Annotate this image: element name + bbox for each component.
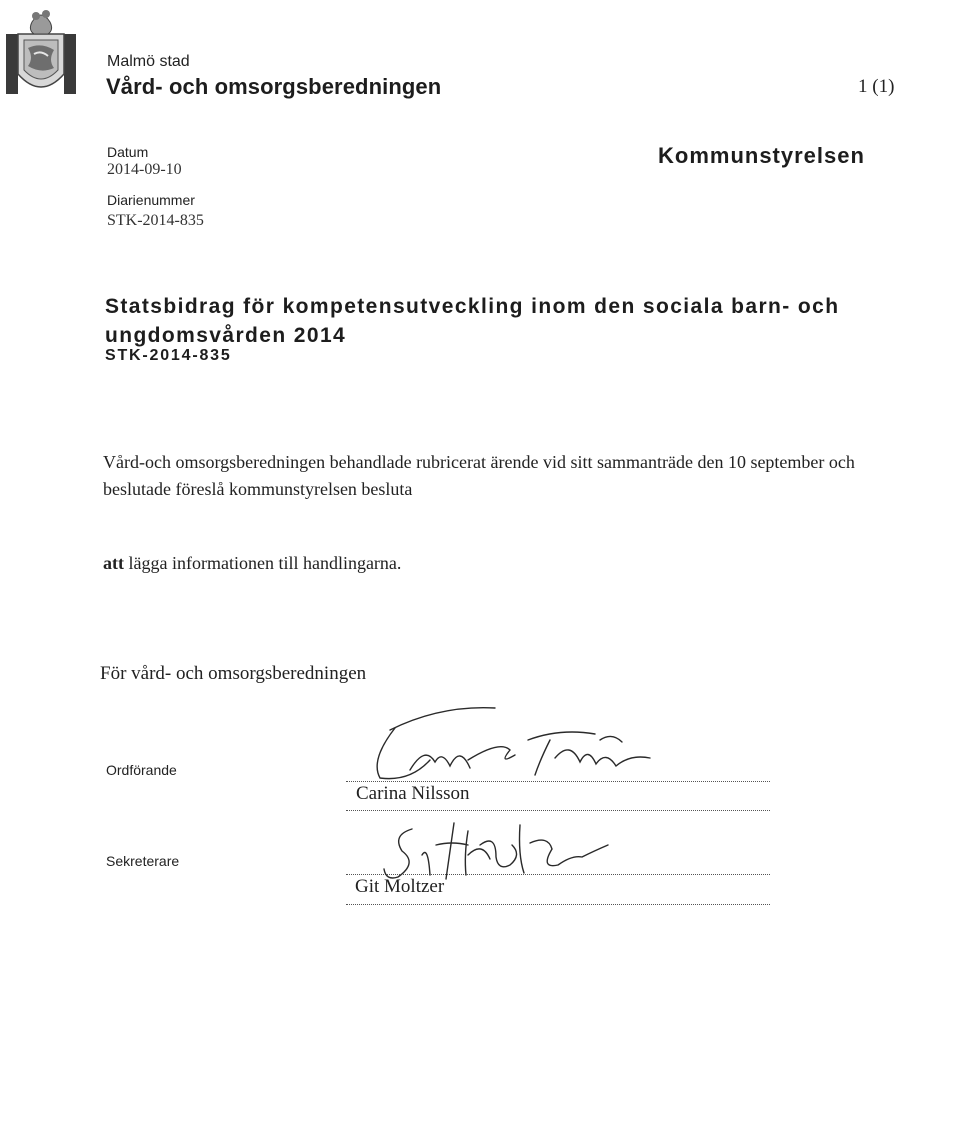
decision-keyword: att <box>103 553 124 573</box>
signature-intro: För vård- och omsorgsberedningen <box>100 663 367 684</box>
decision-text: lägga informationen till handlingarna. <box>124 553 402 573</box>
date-label: Datum <box>107 144 149 160</box>
secretary-name: Git Moltzer <box>355 876 445 897</box>
decision-line <box>103 553 401 574</box>
malmo-coat-of-arms-icon <box>4 4 78 96</box>
body-paragraph: Vård-och omsorgsberedningen behandlade rubricerat ärende vid sitt sammanträde den 10 september och beslutade föreslå kommunstyrelsen besluta <box>103 452 855 499</box>
document-title: Statsbidrag för kompetensutveckling inom den sociala barn- och ungdomsvården 2014 <box>105 295 840 347</box>
secretary-handwritten-signature <box>372 815 632 887</box>
secretary-role-label: Sekreterare <box>106 853 180 869</box>
diarienummer-value: STK-2014-835 <box>107 212 204 229</box>
committee-name: Vård- och omsorgsberedningen <box>106 74 442 99</box>
page-number: 1 (1) <box>858 76 895 97</box>
date-value: 2014-09-10 <box>107 161 182 178</box>
organization-name: Malmö stad <box>107 53 190 70</box>
recipient: Kommunstyrelsen <box>658 143 865 168</box>
reference-number: STK-2014-835 <box>105 347 232 364</box>
diarienummer-label: Diarienummer <box>107 192 195 208</box>
chair-role-label: Ordförande <box>106 762 177 778</box>
chair-name: Carina Nilsson <box>356 783 470 804</box>
chair-handwritten-signature <box>350 700 680 790</box>
chair-name-underline <box>346 810 770 811</box>
secretary-name-underline <box>346 904 770 905</box>
